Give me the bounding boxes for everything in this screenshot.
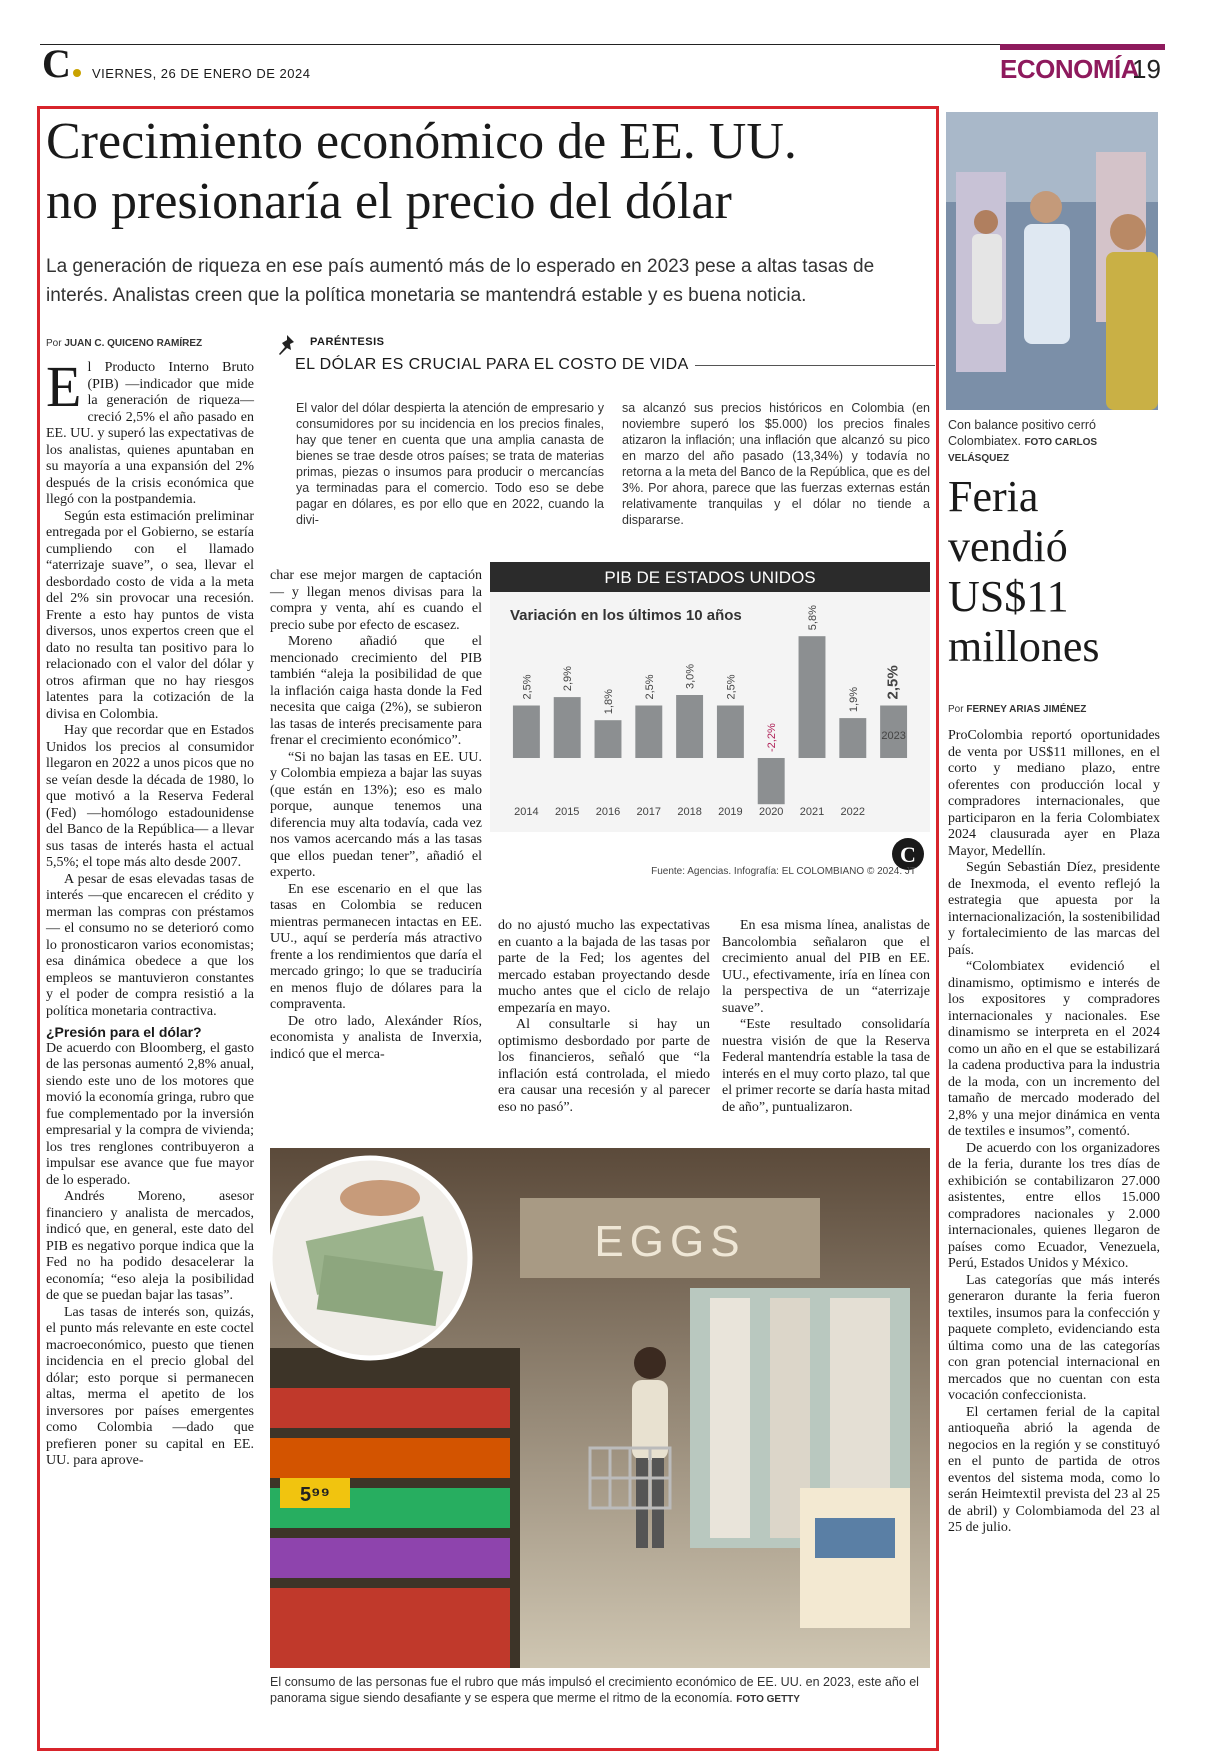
newspaper-logo: C (42, 44, 81, 84)
chart-category-label: 2017 (636, 806, 662, 818)
store-sign: EGGS (594, 1217, 746, 1266)
article-subheadline: La generación de riqueza en ese país aumentó más de lo esperado en 2023 pese a altas tasas de interés. Analistas creen que la política monetaria se mantendrá estable y es buena noticia. (46, 256, 875, 306)
article-paragraph: Las tasas de interés son, quizás, el punto más relevante en este coctel macroeconómico, puesto que tienen incidencia en el precio global del dólar; esto porque si permanecen altas, merma el apetito de los inversores por países emergentes como Colombia —dado que prefieren poner su capital en EE. UU. para aprove- (46, 1304, 254, 1468)
chart-value-label: 2,5% (643, 674, 656, 700)
parentesis-title: EL DÓLAR ES CRUCIAL PARA EL COSTO DE VIDA (295, 356, 695, 374)
chart-category-label: 2019 (718, 806, 743, 818)
article-paragraph: De acuerdo con los organizadores de la feria, durante los tres días de exhibición se contabilizaron 27.000 asistentes, entre ellos 15.000 compradores nacionales y 2.000 internacionales, quienes llegaron de países como Ecuador, Venezuela, Perú, Estados Unidos y México. (948, 1140, 1160, 1271)
article-paragraph: ProColombia reportó oportunidades de venta por US$11 millones, en el corto y mediano plazo, entre oferentes con producción local y compradores internacionales, que participaron en la feria Colombiatex 2024 clausurada ayer en Plaza Mayor, Medellín. (948, 728, 1160, 859)
chart-category-label: 2020 (758, 806, 784, 818)
parentesis-column-2: sa alcanzó sus precios históricos en Colombia (en noviembre superó los $5.000) los precios finales atizaron la inflación; una inflación que alcanzó su pico en marzo del año pasado (13,34%) y todavía no retorna a la meta del Banco de la República, que es del 3%. Por ahora, parece que las fuerzas externas están relativamente tranquilas y el dólar no tiende a dispararse. (622, 401, 930, 527)
chart-bar-2015 (554, 697, 581, 758)
supermarket-photo (270, 1148, 930, 1668)
article-headline: Crecimiento económico de EE. UU. no presionaría el precio del dólar (46, 113, 797, 230)
chart-value-label: 2,5% (725, 674, 738, 700)
chart-bar-2019 (717, 706, 744, 759)
section-name: ECONOMÍA (1000, 54, 1139, 84)
chart-bar-2016 (595, 720, 622, 758)
article-column-3 (498, 918, 710, 1116)
article-column-1 (46, 354, 255, 1470)
article-paragraph: Moreno añadió que el mencionado crecimiento del PIB también “aleja la posibilidad de que la inflación caiga hasta donde la Fed necesita que caiga (2%), se subieron las tasas de interés precisamente para frenar el crecimiento económico”. (270, 634, 482, 748)
article-paragraph: A pesar de esas elevadas tasas de interés —que encarecen el crédito y merman las compras con préstamos— el consumo no se deterioró como lo pronosticaron varios economistas; esa dinámica obedece a que los empleos se mantuvieron constantes y el poder de compra resistió a la política monetaria contractiva. (46, 871, 254, 1019)
article-paragraph: De acuerdo con Bloomberg, el gasto de las personas aumentó 2,8% anual, siendo este uno de los motores que movió la economía gringa, rubro que fue complementado por la inversión empresarial y la compra de vivienda; los tres renglones contribuyeron a impulsar ese avance que fue mayor de lo esperado. (46, 1040, 254, 1188)
colombiatex-photo (946, 112, 1158, 410)
chart-bar-2022 (839, 718, 866, 758)
feria-byline: Por FERNEY ARIAS JIMÉNEZ (948, 704, 1087, 715)
chart-value-label: 2,5% (521, 674, 534, 700)
page-number: 19 (1132, 54, 1161, 84)
article-paragraph: “Si no bajan las tasas en EE. UU. y Colombia empieza a bajar las suyas (que están en 13%); eso es malo porque, aunque tenemos una diferencia muy alta todavía, cada vez nos vamos acercando más a las tasas que ellos puedan tener”, añadió el experto. (270, 749, 482, 880)
parentesis-column-1: El valor del dólar despierta la atención de empresario y consumidores por su incidencia en los precios finales, hay que tener en cuenta que una amplia canasta de bienes se trae desde otros países; se trata de materias primas, piezas o insumos para producir o mercancías ya terminadas para el comercio. Todo eso se debe pagar en dólares, es por ello que en 2022, cuando la divi- (296, 401, 604, 527)
article-paragraph: El certamen ferial de la capital antioqueña abrió la agenda de negocios en la región y se constituyó en el punto de partida de otros eventos del sistema moda, como lo serán Heimtextil prevista del 23 al 25 de abril) y Colombiamoda del 23 al 25 de julio. (948, 1404, 1160, 1535)
chart-category-label: 2015 (554, 806, 580, 818)
chart-category-label: 2016 (595, 806, 621, 818)
article-paragraph: “Colombiatex evidenció el dinamismo, optimismo e interés de los expositores y compradores internacionales y nacionales. Ese dinamismo se interpreta en el 2024 como un año en el que se estabilizará la cadena productiva para la industria de la moda, con un incremento del tamaño de mercado moderado del 2,8% y una mejor dinámica en venta de textiles e insumos”, comentó. (948, 959, 1160, 1139)
chart-value-label: 1,9% (847, 687, 860, 713)
feria-headline: Feria vendió US$11 millones (948, 472, 1100, 671)
chart-category-label: 2018 (677, 806, 702, 818)
issue-date: VIERNES, 26 DE ENERO DE 2024 (92, 66, 311, 81)
chart-value-label: -2,2% (766, 723, 779, 752)
article-paragraph: En esa misma línea, analistas de Bancolombia señalaron que el crecimiento anual del PIB en EE. UU., efectivamente, iría en línea con la perspectiva de un “aterrizaje suave”. (722, 918, 930, 1016)
parentesis-label: PARÉNTESIS (310, 336, 385, 348)
chart-bar-2017 (635, 706, 662, 759)
article-column-2 (270, 568, 482, 1063)
chart-value-label: 5,8% (807, 605, 819, 631)
article-paragraph: De otro lado, Alexánder Ríos, economista y analista de Inverxia, indicó que el merca- (270, 1013, 482, 1062)
article-paragraph: Según esta estimación preliminar entregada por el Gobierno, se estaría cumpliendo con el llamado “aterrizaje suave”, o sea, llevar el desbordado costo de vida a la meta del 2% sin provocar una recesión. Frente a esto hay puntos de vista diversos, unos expertos creen que el dato no resulta tan positivo para lo relacionado con el valor del dólar y otros afirman que no hay riesgos latentes para la cotización de la divisa en Colombia. (46, 508, 254, 722)
chart-category-label: 2021 (799, 806, 825, 818)
article-column-4 (722, 918, 930, 1116)
section-color-bar (1000, 44, 1165, 50)
article-byline: Por JUAN C. QUICENO RAMÍREZ (46, 338, 203, 349)
header-rule (40, 44, 1165, 45)
article-paragraph: Andrés Moreno, asesor financiero y analista de mercados, indicó que, en general, este dato del PIB es negativo porque indica que la Fed no ha podido desacelerar la economía; “eso aleja la posibilidad de que se puedan bajar las tasas”. (46, 1189, 254, 1303)
chart-value-label: 2,5% (884, 665, 902, 700)
article-paragraph: l Producto Interno Bruto (PIB) —indicador que mide la generación de riqueza— creció 2,5% el año pasado en EE. UU. y superó las expectativas de los analistas, quienes apuntaban en su mayoría a una expansión del 2% después de la crisis económica que llegó con la postpandemia. (46, 360, 254, 507)
chart-value-label: 1,8% (603, 689, 615, 715)
article-paragraph: “Este resultado consolidaría nuestra visión de que la Reserva Federal mantendría estable la tasa de interés en el muy corto plazo, tal que el primer recorte se daría hasta mitad de año”, puntualizaron. (722, 1017, 930, 1115)
price-tag: 5⁹⁹ (299, 1484, 331, 1506)
chart-category-label: 2014 (514, 806, 539, 818)
chart-source: Fuente: Agencias. Infografía: EL COLOMBIANO © 2024. JT (651, 866, 916, 877)
chart-bar-2014 (513, 706, 540, 759)
gdp-bar-chart (490, 562, 930, 884)
article-paragraph: Las categorías que más interés generaron durante la feria fueron textiles, insumos para la confección y paquete completo, evidenciando esta última como una de las categorías con gran potencial internacional en mercados que no cuentan con esta vocación confeccionista. (948, 1272, 1160, 1403)
article-paragraph: char ese mejor margen de captación— y llegan menos divisas para la compra y venta, ahí es cuando el precio sube por efecto de escasez. (270, 568, 482, 633)
svg-text:C: C (900, 842, 916, 867)
article-subhead: ¿Presión para el dólar? (46, 1024, 202, 1040)
article-paragraph: do no ajustó mucho las expectativas en cuanto a la bajada de las tasas por parte de la Fed; los agentes del mercado estaban proyectando desde mucho antes que el ciclo de relajo empezaría en mayo. (498, 918, 710, 1016)
drop-cap: E (46, 354, 82, 419)
chart-bar-2021 (799, 636, 826, 758)
article-paragraph: En ese escenario en el que las tasas en Colombia se reducen mientras permanecen intactas en EE. UU., aquí se perdería más atractivo frente a los rendimientos que daría el mercado gringo; lo que se traduciría en menos flujo de dólares para la compraventa. (270, 881, 482, 1012)
chart-value-label: 3,0% (684, 663, 697, 689)
photo-caption: El consumo de las personas fue el rubro que más impulsó el crecimiento económico de EE. UU. en 2023, este año el panorama sigue siendo desafiante y se espera que merme el ritmo de la economía. FOTO GETTY (270, 1675, 919, 1705)
chart-category-label: 2023 (881, 730, 906, 742)
chart-title: PIB DE ESTADOS UNIDOS (604, 568, 816, 587)
chart-bar-2020 (758, 758, 785, 804)
chart-subtitle: Variación en los últimos 10 años (510, 607, 742, 624)
article-paragraph: Según Sebastián Díez, presidente de Inexmoda, el evento reflejó la estrategia que apuesta por la internacionalización, la sostenibilidad y fortalecimiento de las marcas del país. (948, 860, 1160, 958)
chart-category-label: 2022 (840, 806, 866, 818)
chart-background (490, 562, 930, 832)
article-paragraph: Al consultarle si hay un optimismo desbordado por parte de los financieros, señaló que “la inflación está controlada, el miedo era causar una recesión y al parecer eso no pasó”. (498, 1017, 710, 1115)
article-paragraph: Hay que recordar que en Estados Unidos los precios al consumidor llegaron en 2022 a unos picos que no se veían desde la década de 1980, lo que motivó a la Reserva Federal (Fed) —homólogo estadounidense del Banco de la República— a llevar sus tasas de interés hasta el actual 5,5%; el tope más alto desde 2007. (46, 723, 255, 870)
chart-bar-2018 (676, 695, 703, 758)
feria-photo-caption: Con balance positivo cerró Colombiatex. FOTO CARLOS VELÁSQUEZ (948, 418, 1098, 464)
chart-value-label: 2,9% (562, 666, 575, 692)
feria-article-column (948, 728, 1160, 1537)
